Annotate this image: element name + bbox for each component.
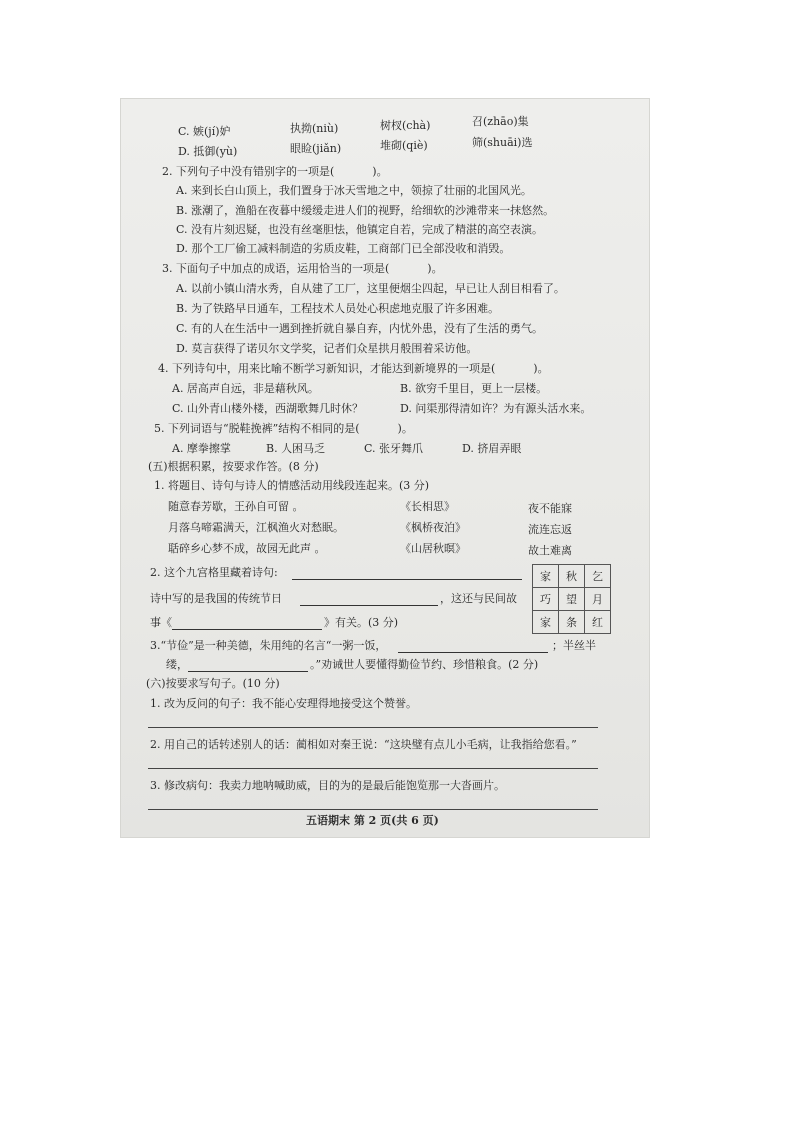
section5-q2-festival-label: 诗中写的是我国的传统节日 [150,592,282,605]
scanned-exam-page [120,98,650,838]
q4-option-a: A. 居高声自远，非是藉秋风。 [172,382,319,395]
q2-option-c: C. 没有片刻迟疑，也没有丝毫胆怯，他镇定自若，完成了精湛的高空表演。 [176,223,544,236]
grid-cell: 秋 [559,565,585,588]
q1-option-d-label: D. 抵御(yù) [178,145,238,158]
q5-stem: 5. 下列词语与“脱鞋挽裤”结构不相同的是( )。 [154,422,413,435]
q1-option-c-word3: 树杈(chà) [380,119,431,132]
section5-q2-story-suffix: 》有关。(3 分) [324,616,399,629]
section6-header: (六)按要求写句子。(10 分) [146,677,280,690]
grid-cell: 乞 [585,565,611,588]
q2-option-a: A. 来到长白山顶上，我们置身于冰天雪地之中，领掠了壮丽的北国风光。 [176,184,532,197]
page-footer: 五语期末 第 2 页(共 6 页) [306,814,439,827]
answer-line-2[interactable] [148,768,598,769]
section5-q3-prefix: 缕， [166,658,188,671]
q1-option-d-word3: 堆砌(qiè) [380,139,428,152]
q5-option-b: B. 人困马乏 [266,442,326,455]
poem-feeling-3: 故土难离 [528,544,572,557]
section6-q1: 1. 改为反问的句子：我不能心安理得地接受这个赞誉。 [150,697,417,710]
grid-cell: 月 [585,588,611,611]
poem-line-2: 月落乌啼霜满天，江枫渔火对愁眠。 [168,521,344,534]
q2-option-b: B. 涨潮了，渔船在夜暮中缓缓走进人们的视野，给细软的沙滩带来一抹悠然。 [176,204,555,217]
section5-q3-tail: 。”劝诫世人要懂得勤俭节约、珍惜粮食。(2 分) [310,658,539,671]
poem-line-1: 随意春芳歇，王孙自可留 。 [168,500,304,513]
section5-q2-story-label: ，这还与民间故 [440,592,517,605]
q3-stem: 3. 下面句子中加点的成语，运用恰当的一项是( )。 [162,262,443,275]
grid-cell: 红 [585,611,611,634]
q1-option-d-word4: 筛(shuāi)选 [472,136,533,149]
poem-title-3: 《山居秋暝》 [400,542,466,555]
q2-option-d: D. 那个工厂偷工减料制造的劣质皮鞋，工商部门已全部没收和消毁。 [176,242,511,255]
q2-stem: 2. 下列句子中没有错别字的一项是( )。 [162,165,388,178]
q1-option-d-word2: 眼睑(jiǎn) [290,142,342,155]
quote-answer-line-2[interactable] [188,671,308,672]
festival-answer-line[interactable] [300,605,438,606]
section5-q3-stem: 3.“节俭”是一种美德，朱用纯的名言“一粥一饭， [150,639,387,652]
section5-q1-stem: 1. 将题目、诗句与诗人的情感活动用线段连起来。(3 分) [154,479,430,492]
answer-line-1[interactable] [148,727,598,728]
nine-square-grid [532,564,611,634]
q5-option-d: D. 挤眉弄眼 [462,442,522,455]
poem-feeling-1: 夜不能寐 [528,502,572,515]
grid-cell: 家 [533,565,559,588]
q3-option-c: C. 有的人在生活中一遇到挫折就自暴自弃，内忧外患，没有了生活的勇气。 [176,322,544,335]
section5-q3-continue: ；半丝半 [552,639,596,652]
grid-cell: 家 [533,611,559,634]
poem-feeling-2: 流连忘返 [528,523,572,536]
q1-option-c-word2: 执拗(niù) [290,122,339,135]
section5-header: (五)根据积累，按要求作答。(8 分) [148,460,319,473]
q4-option-c: C. 山外青山楼外楼，西湖歌舞几时休？ [172,402,364,415]
section6-q3: 3. 修改病句：我卖力地呐喊助威，目的为的是最后能饱览那一大沓画片。 [150,779,505,792]
q1-option-c-label: C. 嫉(jí)妒 [178,125,231,138]
q5-option-c: C. 张牙舞爪 [364,442,424,455]
grid-cell: 望 [559,588,585,611]
q4-option-d: D. 问渠那得清如许？为有源头活水来。 [400,402,592,415]
q3-option-b: B. 为了铁路早日通车，工程技术人员处心积虑地克服了许多困难。 [176,302,500,315]
poem-title-1: 《长相思》 [400,500,455,513]
folk-story-answer-line[interactable] [172,629,322,630]
q3-option-d: D. 莫言获得了诺贝尔文学奖，记者们众星拱月般围着采访他。 [176,342,478,355]
hidden-poem-answer-line[interactable] [292,579,522,580]
grid-cell: 巧 [533,588,559,611]
section5-q2-stem: 2. 这个九宫格里藏着诗句: [150,566,278,579]
answer-line-3[interactable] [148,809,598,810]
q4-stem: 4. 下列诗句中，用来比喻不断学习新知识，才能达到新境界的一项是( )。 [158,362,549,375]
q5-option-a: A. 摩拳擦掌 [172,442,231,455]
q4-option-b: B. 欲穷千里目，更上一层楼。 [400,382,548,395]
quote-answer-line-1[interactable] [398,652,548,653]
poem-title-2: 《枫桥夜泊》 [400,521,466,534]
section5-q2-story-prefix: 事《 [150,616,172,629]
q1-option-c-word4: 召(zhāo)集 [472,115,529,128]
q3-option-a: A. 以前小镇山清水秀，自从建了工厂，这里便烟尘四起，早已让人刮目相看了。 [176,282,565,295]
poem-line-3: 聒碎乡心梦不成，故园无此声 。 [168,542,326,555]
grid-cell: 条 [559,611,585,634]
section6-q2: 2. 用自己的话转述别人的话：蔺相如对秦王说：“这块璧有点儿小毛病，让我指给您看。” [150,738,577,751]
